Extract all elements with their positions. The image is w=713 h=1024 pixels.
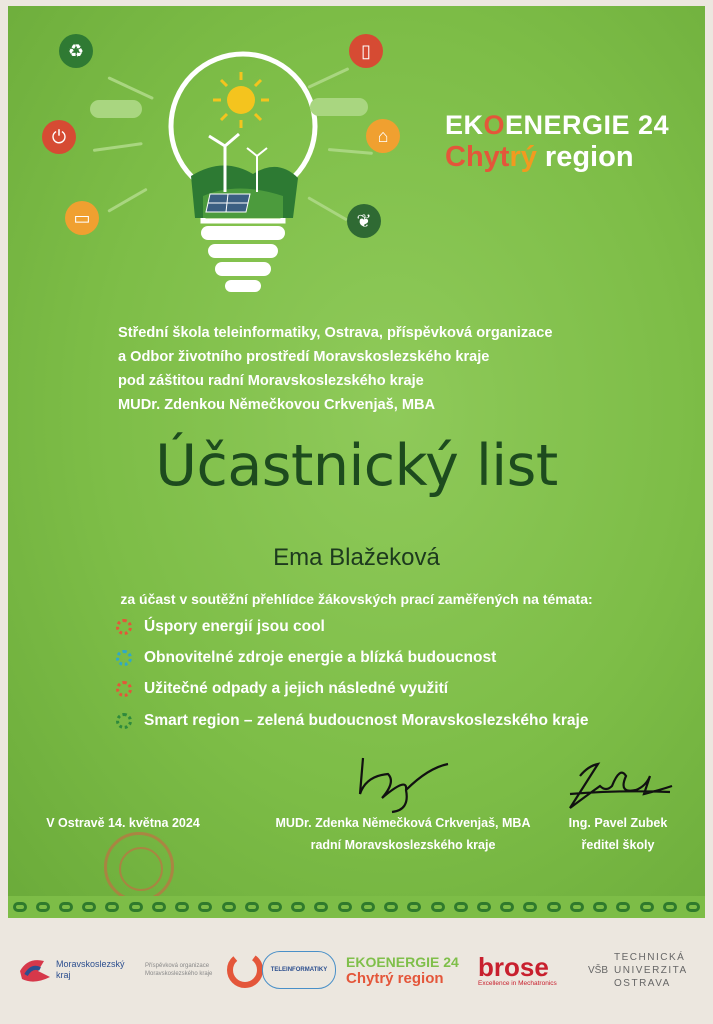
wind-turbine-icon [195, 132, 275, 192]
organizer-line: MUDr. Zdenkou Němečkovou Crkvenjaš, MBA [118, 397, 436, 413]
partner-logo-brose [478, 940, 557, 1000]
signer-1-block [263, 812, 543, 856]
msk-logo-icon [18, 955, 52, 985]
computer-icon: ▭ [65, 201, 99, 235]
place-date: V Ostravě 14. května 2024 [46, 816, 200, 830]
topic-item [116, 677, 448, 701]
phone-icon: ▯ [349, 34, 383, 68]
signer-2-role: ředitel školy [581, 838, 655, 852]
topic-label: Užitečné odpady a jejich následné využití [144, 680, 449, 697]
partner-logo-school [145, 940, 265, 1000]
eko-line1: EKOENERGIE 24 [346, 953, 459, 970]
brand-text: O [483, 110, 506, 140]
school-small-text: Příspěvková organizace Moravskoslezského kraje [145, 963, 213, 977]
bullet-icon [116, 713, 132, 729]
bullet-icon [116, 681, 132, 697]
partner-logo-sst [262, 940, 336, 1000]
topic-label: Obnovitelné zdroje energie a blízká budoucnost [144, 649, 497, 666]
organizer-line: a Odbor životního prostředí Moravskoslezského kraje [118, 349, 490, 365]
bullet-icon [116, 619, 132, 635]
organizer-line: Střední škola teleinformatiky, Ostrava, příspěvková organizace [118, 325, 553, 341]
plug-icon: ⏻ [42, 120, 76, 154]
partner-logo-ekoenergie [346, 940, 459, 1000]
vsb-d: OSTRAVA [614, 977, 671, 989]
sun-icon [211, 70, 271, 130]
brand-logo [445, 110, 669, 174]
vsb-b: TECHNICKÁ [614, 951, 686, 963]
brand-text: EK [445, 110, 484, 140]
certificate-background [8, 6, 705, 906]
decorative-border [8, 896, 705, 918]
cloud [310, 98, 368, 116]
school-ring-icon [225, 950, 265, 990]
ray [107, 76, 154, 100]
ray [93, 142, 143, 152]
signer-2-name: Ing. Pavel Zubek [568, 816, 668, 830]
hand-leaf-icon: ❦ [347, 204, 381, 238]
topic-label: Úspory energií jsou cool [144, 618, 325, 635]
signer-1-role: radní Moravskoslezského kraje [310, 838, 496, 852]
partner-logo-vsb [588, 940, 688, 1000]
topic-item [116, 615, 325, 639]
partner-logo-msk [18, 940, 126, 1000]
sst-text: TELEINFORMATIKY [270, 967, 328, 973]
cloud [90, 100, 142, 118]
topic-label: Smart region – zelená budoucnost Moravskoslezského kraje [144, 712, 589, 729]
signer-2-block [553, 812, 683, 856]
vsb-a: VŠB [588, 964, 609, 976]
organizer-line: pod záštitou radní Moravskoslezského kraje [118, 373, 424, 389]
signature-2 [560, 746, 680, 816]
ray [107, 188, 147, 213]
participant-name: Ema Blažeková [273, 544, 440, 571]
ray [328, 148, 373, 155]
bullet-icon [116, 650, 132, 666]
brose-tag: Excellence in Mechatronics [478, 979, 557, 987]
signer-1-name: MUDr. Zdenka Němečková Crkvenjaš, MBA [275, 816, 531, 830]
brose-text: brose [478, 951, 549, 982]
brand-text: rý [509, 141, 537, 173]
recycle-icon: ♻ [59, 34, 93, 68]
brand-text: region [536, 141, 634, 173]
eko-line2: Chytrý region [346, 969, 444, 987]
school-stamp [104, 832, 174, 902]
topic-item [116, 709, 588, 733]
msk-name: Moravskoslezský kraj [56, 959, 125, 980]
topic-item [116, 646, 496, 670]
brand-text: ENERGIE 24 [505, 110, 670, 140]
intro-text: za účast v soutěžní přehlídce žákovských prací zaměřených na témata: [120, 591, 593, 607]
solar-panel-icon [204, 192, 254, 216]
organizers-block [118, 321, 638, 417]
certificate-title: Účastnický list [155, 433, 558, 499]
signature-1 [348, 746, 458, 816]
vsb-c: UNIVERZITA [614, 964, 688, 976]
house-icon: ⌂ [366, 119, 400, 153]
brand-text: Chyt [445, 141, 510, 173]
